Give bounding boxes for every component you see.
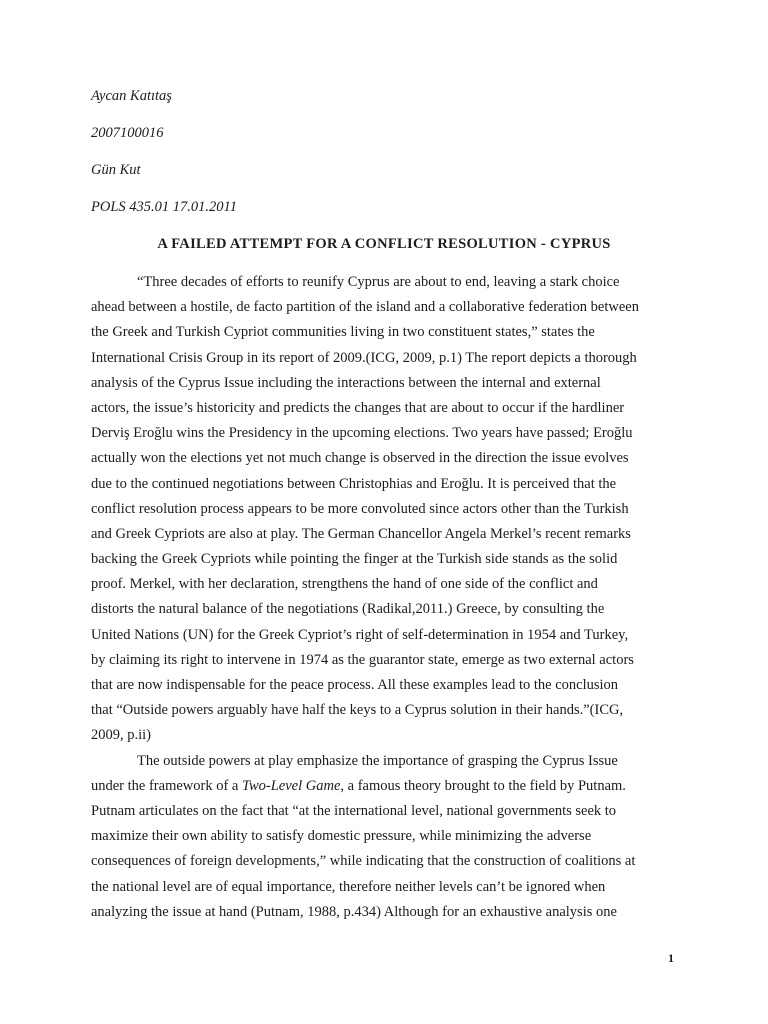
paragraph-line: by claiming its right to intervene in 1974 as the guarantor state, emerge as two external actors [91, 651, 634, 668]
paragraph-line: consequences of foreign developments,” while indicating that the construction of coalitions at [91, 853, 636, 870]
paragraph-line [91, 776, 681, 801]
paragraph-line: The outside powers at play emphasize the importance of grasping the Cyprus Issue [137, 752, 618, 769]
paragraph-line: International Crisis Group in its report of 2009.(ICG, 2009, p.1) The report depicts a thorough [91, 349, 637, 366]
line-text: under the framework of a [91, 777, 242, 794]
paragraph-line: Putnam articulates on the fact that “at the international level, national governments seek to [91, 802, 617, 819]
paragraph-line: the Greek and Turkish Cypriot communities living in two constituent states,” states the [91, 324, 595, 341]
paragraph-line: distorts the natural balance of the negotiations (Radikal,2011.) Greece, by consulting the [91, 601, 605, 618]
paragraph-line: ahead between a hostile, de facto partition of the island and a collaborative federation between [91, 299, 639, 316]
paragraph-line: proof. Merkel, with her declaration, strengthens the hand of one side of the conflict and [91, 576, 598, 593]
paragraph-line: backing the Greek Cypriots while pointing the finger at the Turkish side stands as the solid [91, 551, 618, 568]
body-text [91, 272, 681, 927]
page-number: 1 [668, 951, 674, 965]
student-id: 2007100016 [91, 125, 164, 141]
emphasized-term: Two-Level Game, [241, 777, 345, 794]
paragraph-line: conflict resolution process appears to be more convoluted since actors other than the Turkish [91, 500, 629, 517]
paragraph-line: “Three decades of efforts to reunify Cyprus are about to end, leaving a stark choice [137, 274, 620, 290]
paragraph-line: due to the continued negotiations between Christophias and Eroğlu. It is perceived that the [91, 475, 617, 492]
paragraph-line: that “Outside powers arguably have half the keys to a Cyprus solution in their hands.”(ICG, [91, 702, 624, 719]
paragraph-line: analysis of the Cyprus Issue including the interactions between the internal and external [91, 374, 601, 391]
paragraph-line: United Nations (UN) for the Greek Cypriot’s right of self-determination in 1954 and Turkey, [91, 626, 629, 643]
line-text: a famous theory brought to the field by Putnam. [344, 777, 626, 794]
document-title: A FAILED ATTEMPT FOR A CONFLICT RESOLUTION - CYPRUS [157, 236, 611, 252]
paragraph-line: the national level are of equal importance, therefore neither levels can’t be ignored when [91, 878, 606, 895]
course-and-date: POLS 435.01 17.01.2011 [91, 199, 237, 215]
paragraph-line: maximize their own ability to satisfy domestic pressure, while minimizing the adverse [91, 828, 592, 845]
paragraph-line: and Greek Cypriots are also at play. The German Chancellor Angela Merkel’s recent remarks [91, 525, 631, 542]
paragraph-line: 2009, p.ii) [91, 727, 152, 744]
paragraph-line: actually won the elections yet not much change is observed in the direction the issue evolves [91, 450, 629, 467]
paragraph-line: Derviş Eroğlu wins the Presidency in the upcoming elections. Two years have passed; Eroğlu [91, 425, 633, 442]
paragraph-line: analyzing the issue at hand (Putnam, 1988, p.434) Although for an exhaustive analysis one [91, 903, 617, 920]
paragraph-line: that are now indispensable for the peace process. All these examples lead to the conclusion [91, 677, 619, 693]
instructor-name: Gün Kut [91, 162, 141, 178]
author-name: Aycan Katıtaş [91, 88, 172, 104]
paragraph-line: actors, the issue’s historicity and predicts the changes that are about to occur if the hardliner [91, 399, 625, 416]
